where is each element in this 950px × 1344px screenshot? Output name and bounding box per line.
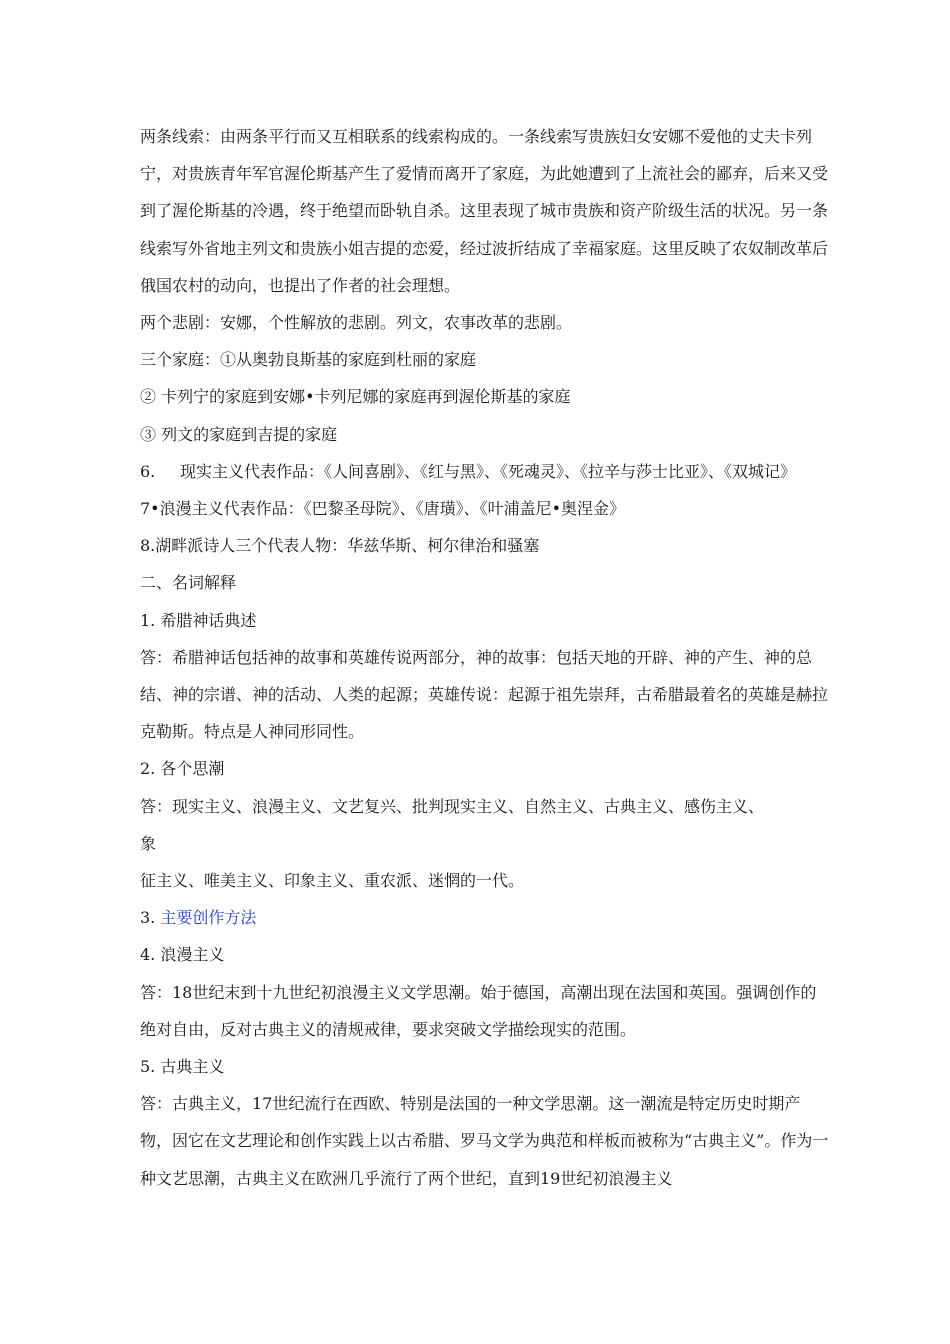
paragraph-two-tragedies: 两个悲剧：安娜，个性解放的悲剧。列文，农事改革的悲剧。 <box>140 313 573 333</box>
document-body <box>140 118 830 1197</box>
answer-trends-line3: 征主义、唯美主义、印象主义、重农派、迷惘的一代。 <box>140 871 525 891</box>
item-number: 6. <box>140 461 156 481</box>
term-greek-myth: 1. 希腊神话典述 <box>140 610 257 630</box>
realism-works-text: 现实主义代表作品：《人间喜剧》、《红与黑》、《死魂灵》、《拉辛与莎士比亚》、《双城记》 <box>180 461 797 481</box>
paragraph-family-2: ② 卡列宁的家庭到安娜•卡列尼娜的家庭再到渥伦斯基的家庭 <box>140 387 571 407</box>
paragraph-family-3: ③ 列文的家庭到吉提的家庭 <box>140 424 338 444</box>
item-number: 3. <box>140 908 156 928</box>
answer-trends-line1: 答：现实主义、浪漫主义、文艺复兴、批判现实主义、自然主义、古典主义、感伤主义、 <box>140 796 765 816</box>
term-classicism: 5. 古典主义 <box>140 1057 225 1077</box>
answer-romanticism: 答：18世纪末到十九世纪初浪漫主义文学思潮。始于德国，高潮出现在法国和英国。强调创作的绝对自由，反对古典主义的清规戒律，要求突破文学描绘现实的范围。 <box>140 982 817 1039</box>
creative-methods-link[interactable]: 主要创作方法 <box>160 908 257 928</box>
answer-greek-myth: 答：希腊神话包括神的故事和英雄传说两部分，神的故事：包括天地的开辟、神的产生、神的总结、神的宗谱、神的活动、人类的起源；英雄传说：起源于祖先崇拜，古希腊最着名的英雄是赫拉克勒斯。特点是人神同形同性。 <box>140 647 829 742</box>
paragraph-romanticism-works: 7•浪漫主义代表作品：《巴黎圣母院》、《唐璜》、《叶浦盖尼•奥涅金》 <box>140 499 626 519</box>
term-creative-methods <box>140 899 830 936</box>
paragraph-three-families: 三个家庭：①从奥勃良斯基的家庭到杜丽的家庭 <box>140 350 477 370</box>
paragraph-two-threads: 两条线索：由两条平行而又互相联系的线索构成的。一条线索写贵族妇女安娜不爱他的丈夫卡列宁，对贵族青年军官渥伦斯基产生了爱情而离开了家庭，为此她遭到了上流社会的鄙弃，后来又受到了渥伦斯基的冷遇，终于绝望而卧轨自杀。这里表现了城市贵族和资产阶级生活的状况。另一条线索写外省地主列文和贵族小姐吉提的恋爱，经过波折结成了幸福家庭。这里反映了农奴制改革后俄国农村的动向，也提出了作者的社会理想。 <box>140 127 829 295</box>
term-trends: 2. 各个思潮 <box>140 759 225 779</box>
answer-trends-line2: 象 <box>140 833 157 853</box>
term-romanticism: 4. 浪漫主义 <box>140 945 225 965</box>
paragraph-realism-works <box>140 453 830 490</box>
paragraph-lake-poets: 8.湖畔派诗人三个代表人物：华兹华斯、柯尔律治和骚塞 <box>140 536 540 556</box>
section-heading-terms: 二、名词解释 <box>140 573 237 593</box>
answer-classicism: 答：古典主义，17世纪流行在西欧、特别是法国的一种文学思潮。这一潮流是特定历史时期产物，因它在文艺理论和创作实践上以古希腊、罗马文学为典范和样板而被称为“古典主义”。作为一种文艺思潮，古典主义在欧洲几乎流行了两个世纪，直到19世纪初浪漫主义 <box>140 1094 829 1188</box>
